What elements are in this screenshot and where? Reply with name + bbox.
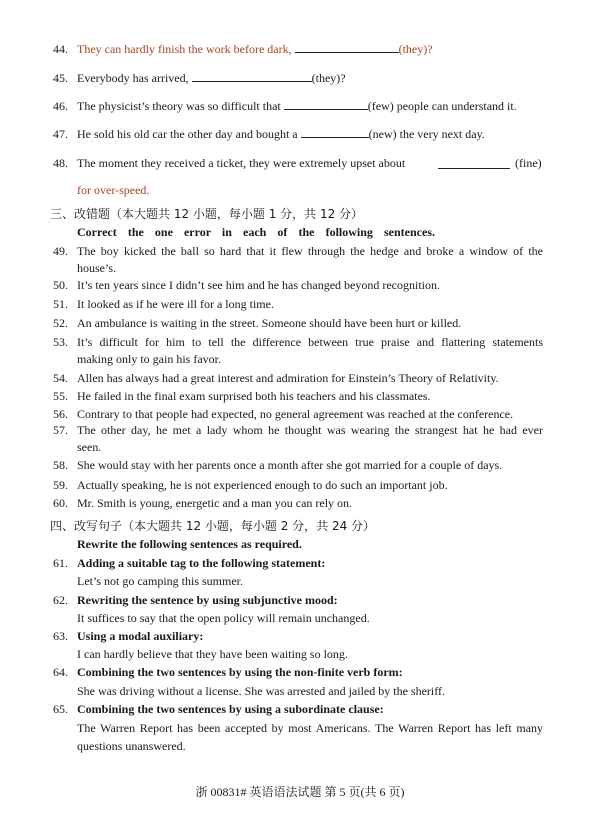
item-number: 55. xyxy=(53,389,68,403)
item-text: Actually speaking, he is not experienced enough to do such an important job. xyxy=(77,478,448,492)
item-sentence: She was driving without a license. She was arrested and jailed by the sheriff. xyxy=(77,684,446,698)
item-sentence: I can hardly believe that they have been waiting so long. xyxy=(77,647,348,661)
answer-blank[interactable] xyxy=(284,98,368,110)
item-task: Rewriting the sentence by using subjunctive mood: xyxy=(77,593,338,607)
item-hint: (they)? xyxy=(311,71,346,85)
item-number: 60. xyxy=(53,496,68,510)
item-sentence: The Warren Report has been accepted by most Americans. The Warren Report has left many xyxy=(77,721,543,735)
answer-blank[interactable] xyxy=(438,157,510,169)
item-number: 44. xyxy=(53,42,68,56)
item-number: 48. xyxy=(53,156,68,170)
fill-item-continuation: for over-speed. xyxy=(77,183,150,197)
item-hint: (few) xyxy=(367,99,394,113)
item-text: She would stay with her parents once a month after she got married for a couple of days. xyxy=(77,458,503,472)
item-text: Everybody has arrived, xyxy=(77,71,192,85)
item-hint: (fine) xyxy=(515,156,542,170)
item-number: 49. xyxy=(53,244,68,258)
item-sentence-continued: questions unanswered. xyxy=(77,739,186,753)
item-number: 62. xyxy=(53,593,68,607)
section-heading: 三、改错题（本大题共 12 小题，每小题 1 分，共 12 分） xyxy=(50,207,364,221)
item-number: 53. xyxy=(53,335,68,349)
section-instruction: Rewrite the following sentences as required. xyxy=(77,537,302,551)
item-task: Using a modal auxiliary: xyxy=(77,629,204,643)
item-number: 47. xyxy=(53,127,68,141)
item-number: 56. xyxy=(53,407,68,421)
item-number: 52. xyxy=(53,316,68,330)
item-text-after: people can understand it. xyxy=(393,99,517,113)
item-sentence: Let’s not go camping this summer. xyxy=(77,574,243,588)
item-number: 63. xyxy=(53,629,68,643)
item-number: 51. xyxy=(53,297,68,311)
answer-blank[interactable] xyxy=(295,41,399,53)
item-text-continued: house’s. xyxy=(77,261,116,275)
item-text: He sold his old car the other day and bought a xyxy=(77,127,301,141)
item-text: They can hardly finish the work before dark, xyxy=(77,42,295,56)
item-number: 45. xyxy=(53,71,68,85)
item-number: 58. xyxy=(53,458,68,472)
item-text-continued: making only to gain his favor. xyxy=(77,352,221,366)
item-text: An ambulance is waiting in the street. Someone should have been hurt or killed. xyxy=(77,316,462,330)
item-text: He failed in the final exam surprised both his teachers and his classmates. xyxy=(77,389,431,403)
item-text: The physicist’s theory was so difficult that xyxy=(77,99,284,113)
item-text: The moment they received a ticket, they were extremely upset about xyxy=(77,156,406,170)
item-task: Combining the two sentences by using a subordinate clause: xyxy=(77,702,384,716)
page-footer: 浙 00831# 英语语法试题 第 5 页(共 6 页) xyxy=(195,785,405,799)
item-task: Adding a suitable tag to the following statement: xyxy=(77,556,326,570)
section-heading: 四、改写句子（本大题共 12 小题，每小题 2 分，共 24 分） xyxy=(50,519,376,533)
item-text: Mr. Smith is young, energetic and a man you can rely on. xyxy=(77,496,353,510)
item-number: 54. xyxy=(53,371,68,385)
item-number: 57. xyxy=(53,423,68,437)
item-text: It’s difficult for him to tell the difference between true praise and flattering statements xyxy=(77,335,543,349)
item-number: 65. xyxy=(53,702,68,716)
answer-blank[interactable] xyxy=(192,70,312,82)
item-hint: (they)? xyxy=(398,42,433,56)
item-text: The boy kicked the ball so hard that it flew through the hedge and broke a window of the xyxy=(77,244,543,258)
item-text: It looked as if he were ill for a long time. xyxy=(77,297,274,311)
item-number: 50. xyxy=(53,278,68,292)
section-instruction: Correct the one error in each of the following sentences. xyxy=(77,225,435,239)
item-task: Combining the two sentences by using the non-finite verb form: xyxy=(77,665,403,679)
item-text: It’s ten years since I didn’t see him and he has changed beyond recognition. xyxy=(77,278,441,292)
item-sentence: It suffices to say that the open policy will remain unchanged. xyxy=(77,611,370,625)
item-number: 59. xyxy=(53,478,68,492)
item-number: 46. xyxy=(53,99,68,113)
item-text: Allen has always had a great interest and admiration for Einstein’s Theory of Relativity. xyxy=(77,371,499,385)
item-text-continued: seen. xyxy=(77,440,102,454)
item-hint: (new) xyxy=(368,127,397,141)
item-text: Contrary to that people had expected, no general agreement was reached at the conference. xyxy=(77,407,514,421)
item-number: 64. xyxy=(53,665,68,679)
answer-blank[interactable] xyxy=(301,126,369,138)
item-text: The other day, he met a lady whom he thought was wearing the strangest hat he had ever xyxy=(77,423,543,437)
item-text-after: the very next day. xyxy=(396,127,485,141)
item-number: 61. xyxy=(53,556,68,570)
